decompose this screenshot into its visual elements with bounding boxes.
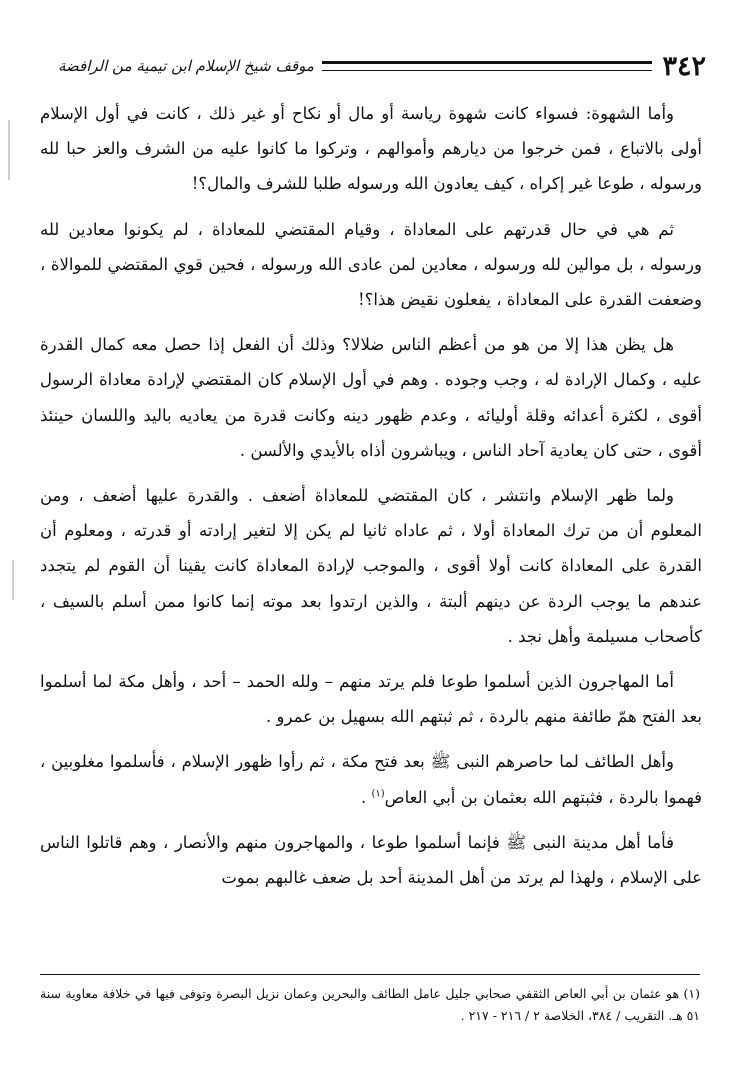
footnote-reference: (١): [371, 788, 385, 800]
running-title: موقف شيخ الإسلام ابن تيمية من الرافضة: [58, 57, 314, 75]
page-header: [58, 48, 706, 84]
scan-edge-mark: [8, 120, 10, 180]
paragraph: ثم هي في حال قدرتهم على المعاداة ، وقيام المقتضي للمعاداة ، لم يكونوا معادين لله ورسوله ، بل موالين لله ورسوله ، معادين لمن عادى الله ورسوله ، فحين قوي المقتضي للموالاة ، وضعفت القدرة على المعاداة ، يفعلون نقيض هذا؟!: [40, 219, 702, 310]
paragraph: ولما ظهر الإسلام وانتشر ، كان المقتضي للمعاداة أضعف . والقدرة عليها أضعف ، ومن المعلوم أن من ترك المعاداة أولا ، ثم عاداه ثانيا لم يكن إلا لتغير إرادته أو قدرته ، ومعلوم أن القدرة على المعاداة كانت أولا أقوى ، والموجب لإرادة المعاداة كانت يقينا أن القوم لم يتجدد عندهم ما يوجب الردة عن دينهم ألبتة ، والذين ارتدوا بعد موته إنما كانوا ممن أسلم بالسيف ، كأصحاب مسيلمة وأهل نجد .: [40, 486, 702, 646]
paragraph: [40, 744, 702, 814]
paragraph-text: وأهل الطائف لما حاصرهم النبى ﷺ بعد فتح مكة ، ثم رأوا ظهور الإسلام ، فأسلموا مغلوبين ، فهموا بالردة ، فثبتهم الله بعثمان بن أبي العاص: [40, 752, 702, 807]
footnote: (١) هو عثمان بن أبي العاص الثقفي صحابي جليل عامل الطائف والبحرين وعمان نزيل البصرة وتوفى فيها في خلافة معاوية سنة ٥١ هـ. التقريب / ٣٨٤، الخلاصة ٢ / ٢١٦ - ٢١٧ .: [40, 986, 700, 1023]
header-rule: [322, 61, 653, 71]
footnotes: [40, 983, 700, 1027]
sentence-end: .: [360, 787, 367, 807]
main-text: [40, 96, 702, 905]
scan-edge-mark: [12, 560, 14, 600]
paragraph: هل يظن هذا إلا من هو من أعظم الناس ضلالا؟ وذلك أن الفعل إذا حصل معه كمال القدرة عليه ، وكمال الإرادة له ، وجب وجوده . وهم في أول الإسلام كان المقتضي لإرادة معاداة الرسول أقوى ، لكثرة أعدائه وقلة أوليائه ، وعدم ظهور دينه وكانت قدرة من يعاديه باليد واللسان حينئذ أقوى ، حتى كان يعادية آحاد الناس ، ويباشرون أذاه بالأيدي والألسن .: [40, 335, 702, 460]
paragraph: أما المهاجرون الذين أسلموا طوعا فلم يرتد منهم – ولله الحمد – أحد ، وأهل مكة لما أسلموا بعد الفتح همّ طائفة منهم بالردة ، ثم ثبتهم الله بسهيل بن عمرو .: [40, 672, 702, 727]
footnote-divider: [40, 974, 700, 975]
page-number: ٣٤٢: [662, 50, 706, 82]
paragraph: وأما الشهوة: فسواء كانت شهوة رياسة أو مال أو نكاح أو غير ذلك ، كانت في أول الإسلام أولى بالاتباع ، فمن خرجوا من ديارهم وأموالهم ، وتركوا ما كانوا عليه من الشرف والعز حبا لله ورسوله ، طوعا غير إكراه ، كيف يعادون الله ورسوله طلبا للشرف والمال؟!: [40, 104, 702, 194]
paragraph: فأما أهل مدينة النبى ﷺ فإنما أسلموا طوعا ، والمهاجرون منهم والأنصار ، وهم قاتلوا الناس على الإسلام ، ولهذا لم يرتد من أهل المدينة أحد بل ضعف غالبهم بموت: [40, 832, 702, 888]
